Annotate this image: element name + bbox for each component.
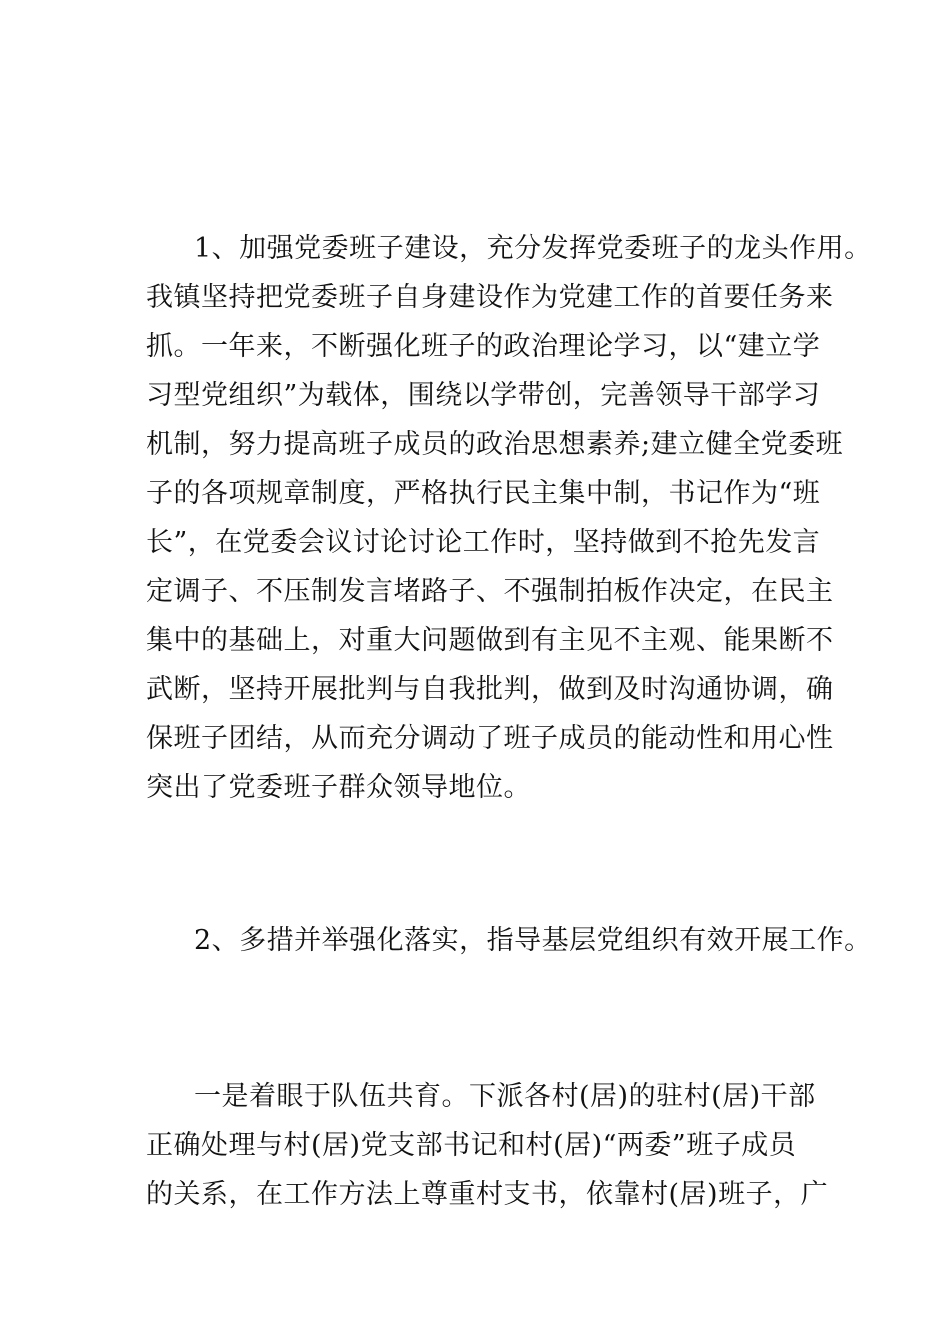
paragraph-1-heading-line: 1、加强党委班子建设，充分发挥党委班子的龙头作用。	[194, 233, 872, 264]
paragraph-1-line: 定调子、不压制发言堵路子、不强制拍板作决定，在民主	[146, 576, 834, 607]
paragraph-1-line: 长”，在党委会议讨论讨论工作时，坚持做到不抢先发言	[146, 527, 821, 558]
paragraph-3-line: 的关系，在工作方法上尊重村支书，依靠村(居)班子，广	[146, 1179, 829, 1210]
paragraph-1-line: 我镇坚持把党委班子自身建设作为党建工作的首要任务来	[146, 282, 834, 313]
paragraph-1-line: 保班子团结，从而充分调动了班子成员的能动性和用心性	[146, 723, 834, 754]
paragraph-1-line: 突出了党委班子群众领导地位。	[146, 772, 531, 803]
paragraph-1-line: 机制，努力提高班子成员的政治思想素养;建立健全党委班	[146, 429, 844, 460]
paragraph-1-line: 抓。一年来，不断强化班子的政治理论学习，以“建立学	[146, 331, 821, 362]
paragraph-1-line: 习型党组织”为载体，围绕以学带创，完善领导干部学习	[146, 380, 821, 411]
section-2-heading: 2、多措并举强化落实，指导基层党组织有效开展工作。	[194, 925, 872, 956]
paragraph-1-line: 子的各项规章制度，严格执行民主集中制，书记作为“班	[146, 478, 821, 509]
paragraph-3-line: 一是着眼于队伍共育。下派各村(居)的驻村(居)干部	[194, 1081, 816, 1112]
paragraph-1-line: 武断，坚持开展批判与自我批判，做到及时沟通协调，确	[146, 674, 834, 705]
paragraph-1-line: 集中的基础上，对重大问题做到有主见不主观、能果断不	[146, 625, 834, 656]
paragraph-3-line: 正确处理与村(居)党支部书记和村(居)“两委”班子成员	[146, 1130, 797, 1161]
